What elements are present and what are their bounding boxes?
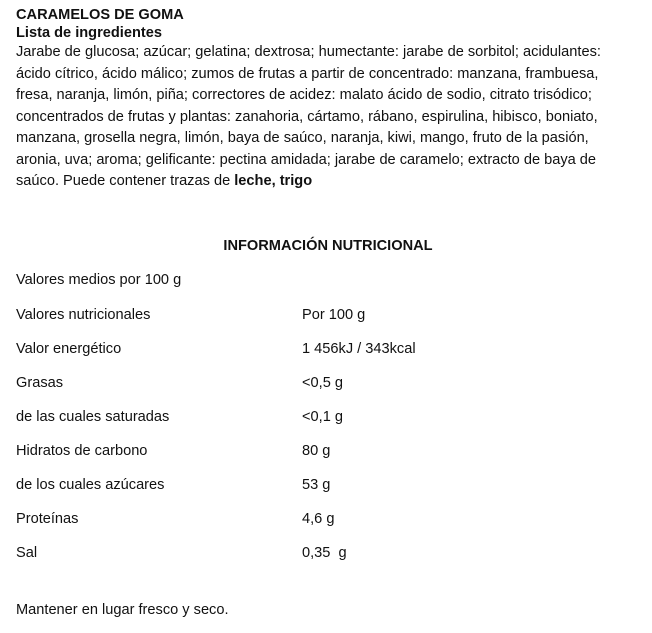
- allergen-wheat: trigo: [279, 173, 313, 189]
- table-row: [16, 434, 636, 468]
- nutrient-label: Sal: [16, 545, 38, 561]
- table-row: [16, 536, 636, 570]
- nutrient-value: 0,35 g: [302, 545, 347, 561]
- ingredients-heading: Lista de ingredientes: [16, 25, 162, 41]
- nutrient-value: 80 g: [302, 443, 331, 459]
- nutrient-label: Proteínas: [16, 511, 79, 527]
- table-row: [16, 332, 636, 366]
- nutrient-label: de los cuales azúcares: [16, 477, 165, 493]
- nutrient-label: de las cuales saturadas: [16, 409, 170, 425]
- ingredients-text: [16, 42, 616, 193]
- table-row: [16, 468, 636, 502]
- nutrient-value: <0,1 g: [302, 409, 343, 425]
- ingredients-list: Jarabe de glucosa; azúcar; gelatina; dextrosa; humectante: jarabe de sorbitol; acidulantes: ácido cítrico, ácido málico; zumos de frutas a partir de concentrado: manzana, frambuesa, fresa, naranja, limón, piña; correctores de acidez: malato ácido de sodio, citrato trisódico; concentrados de frutas y plantas: zanahoria, cártamo, rábano, espirulina, hibisco, boniato, manzana, grosella negra, limón, baya de saúco, naranja, kiwi, mango, fruto de la pasión, aronia, uva; aroma; gelificante: pectina amidada; jarabe de caramelo; extracto de baya de saúco. Puede contener trazas de: [16, 44, 601, 189]
- table-row: [16, 366, 636, 400]
- allergen-milk: leche: [234, 173, 272, 189]
- table-row: [16, 502, 636, 536]
- nutrient-label: Valores nutricionales: [16, 307, 151, 323]
- storage-note: Mantener en lugar fresco y seco.: [16, 602, 229, 618]
- table-row: [16, 400, 636, 434]
- nutrition-heading: [16, 238, 636, 254]
- allergen-separator: ,: [271, 173, 280, 189]
- nutrient-value: Por 100 g: [302, 307, 366, 323]
- table-row: [16, 298, 636, 332]
- nutrient-value: 53 g: [302, 477, 331, 493]
- nutrient-label: Grasas: [16, 375, 64, 391]
- product-title: CARAMELOS DE GOMA: [16, 7, 184, 23]
- nutrient-label: Hidratos de carbono: [16, 443, 148, 459]
- nutrient-label: Valor energético: [16, 341, 122, 357]
- product-label: [16, 6, 636, 618]
- nutrient-value: <0,5 g: [302, 375, 343, 391]
- nutrition-table: [16, 298, 636, 570]
- nutrient-value: 4,6 g: [302, 511, 335, 527]
- nutrition-heading-text: INFORMACIÓN NUTRICIONAL: [223, 238, 433, 254]
- per-100g-note: Valores medios por 100 g: [16, 272, 182, 288]
- nutrient-value: 1 456kJ / 343kcal: [302, 341, 416, 357]
